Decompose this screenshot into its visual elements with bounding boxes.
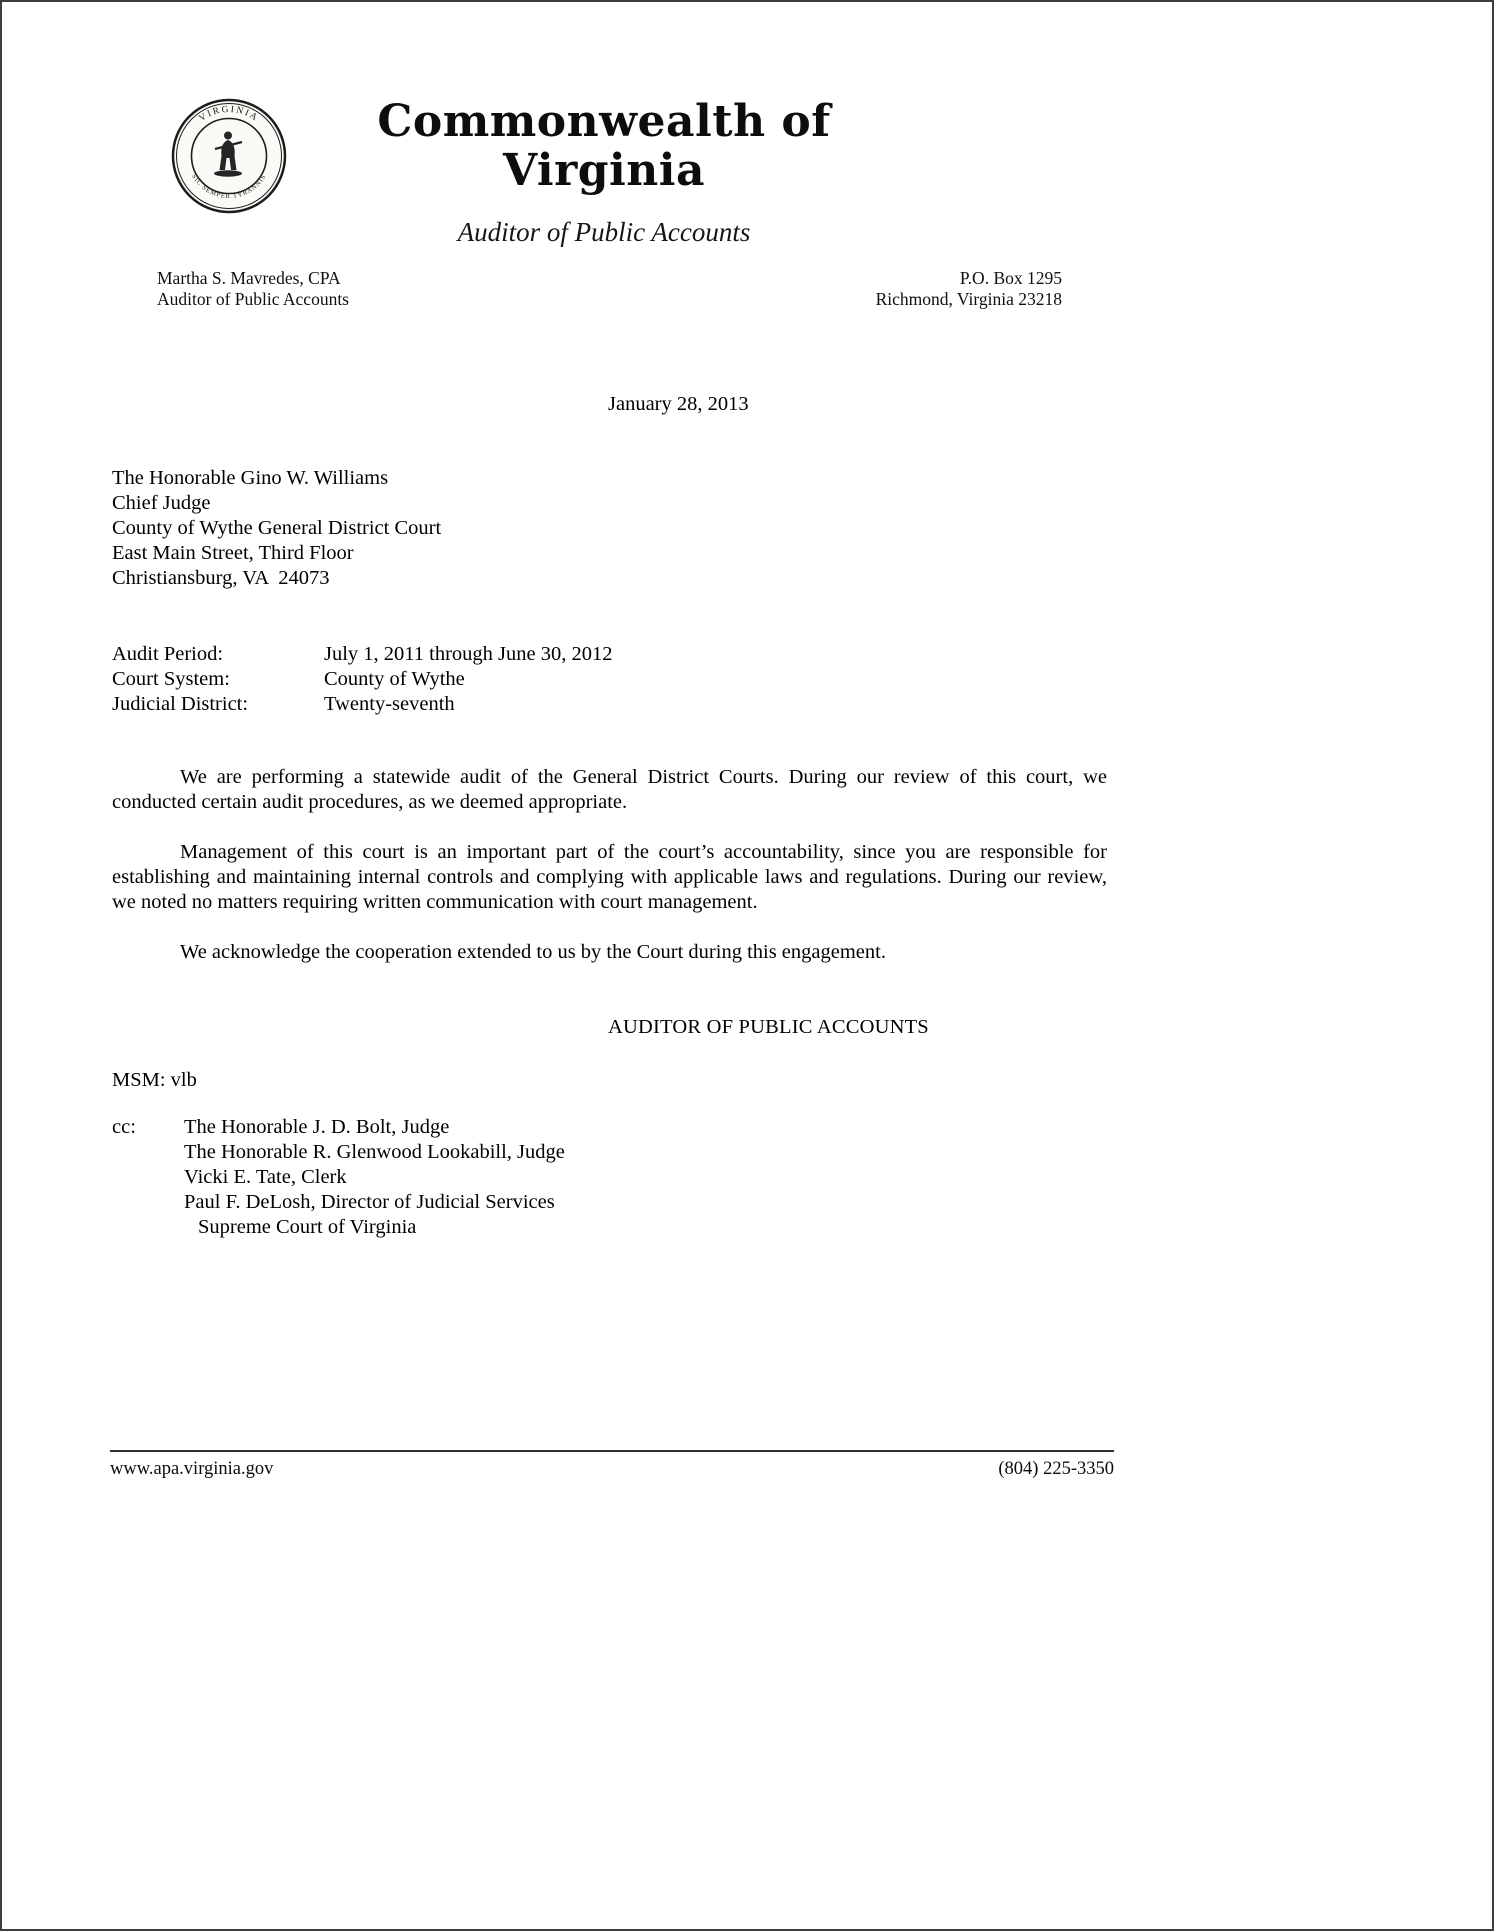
recipient-line: Christiansburg, VA 24073 [112,567,330,590]
virginia-state-seal-icon [170,97,288,215]
recipient-line: County of Wythe General District Court [112,517,442,540]
recipient-block [112,466,1107,591]
cc-item: The Honorable R. Glenwood Lookabill, Judge [184,1141,565,1164]
date-line: January 28, 2013 [608,393,749,416]
detail-row [112,642,1107,667]
cc-list [184,1115,565,1240]
svg-text:VIRGINIA: VIRGINIA [197,104,261,124]
cc-item: Vicki E. Tate, Clerk [184,1166,347,1189]
detail-label: Audit Period: [112,643,224,666]
closing-heading: AUDITOR OF PUBLIC ACCOUNTS [608,1016,929,1039]
recipient-line: East Main Street, Third Floor [112,542,354,565]
detail-row [112,692,1107,717]
detail-label: Judicial District: [112,693,249,716]
official-block [157,268,349,311]
footer-website: www.apa.virginia.gov [110,1459,274,1479]
recipient-line: The Honorable Gino W. Williams [112,467,389,490]
cc-block [112,1115,1107,1240]
body-paragraph: We acknowledge the cooperation extended to us by the Court during this engagement. [180,941,886,964]
body-paragraph: Management of this court is an important part of the court’s accountability, since you are responsible for establishing and maintaining internal controls and complying with applicable laws and regulations. During our review, we noted no matters requiring written communication with court management. [112,841,1107,914]
address-line-1: P.O. Box 1295 [959,267,1062,288]
audit-details [112,642,1107,717]
detail-value: Twenty-seventh [324,693,455,716]
detail-value: July 1, 2011 through June 30, 2012 [324,643,613,666]
org-title: Commonwealth of Virginia [377,96,831,197]
official-title: Auditor of Public Accounts [157,288,349,309]
reference-initials: MSM: vlb [112,1069,197,1092]
cc-item: Supreme Court of Virginia [198,1216,417,1239]
cc-item: The Honorable J. D. Bolt, Judge [184,1116,450,1139]
official-name: Martha S. Mavredes, CPA [157,267,341,288]
recipient-line: Chief Judge [112,492,211,515]
cc-label: cc: [112,1116,136,1139]
detail-row [112,667,1107,692]
footer-phone: (804) 225-3350 [998,1459,1114,1479]
address-line-2: Richmond, Virginia 23218 [875,288,1062,309]
letter-body [112,392,1107,1240]
page-footer [110,1450,1114,1480]
body-paragraph: We are performing a statewide audit of the General District Courts. During our review of this court, we conducted certain audit procedures, as we deemed appropriate. [112,766,1107,814]
org-subtitle: Auditor of Public Accounts [457,216,751,247]
letterhead-contact-row [157,268,1062,311]
letterhead [2,2,1492,310]
detail-value: County of Wythe [324,668,465,691]
address-block [876,268,1062,311]
svg-text:SIC SEMPER TYRANNIS: SIC SEMPER TYRANNIS [190,173,268,201]
detail-label: Court System: [112,668,230,691]
paragraphs [112,765,1107,965]
cc-item: Paul F. DeLosh, Director of Judicial Services [184,1191,555,1214]
letterhead-titles [300,97,908,248]
